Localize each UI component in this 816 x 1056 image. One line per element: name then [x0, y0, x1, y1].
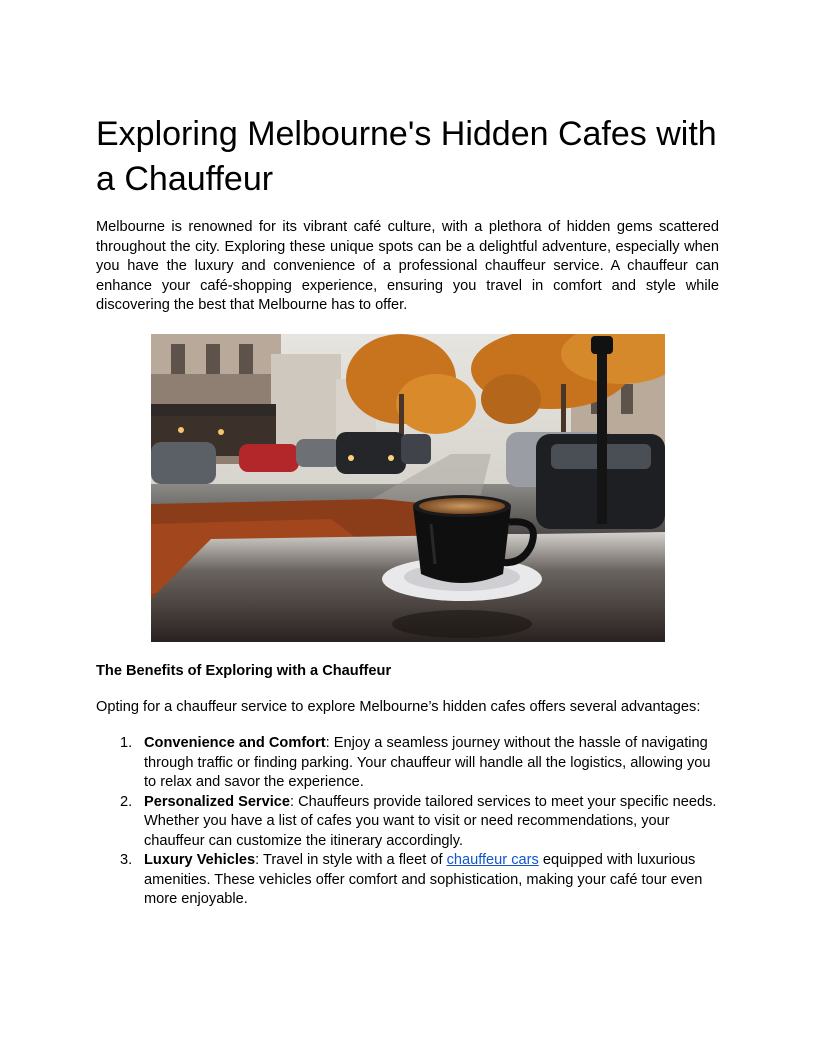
list-number: 1.	[120, 735, 133, 751]
benefit-title: Personalized Service	[144, 793, 291, 810]
list-item	[96, 734, 719, 793]
benefit-text-before: : Travel in style with a fleet of	[255, 852, 447, 868]
page-title: Exploring Melbourne's Hidden Cafes with a Chauffeur	[96, 115, 717, 198]
benefit-text: : Enjoy a seamless journey without the hassle of navigating through traffic or finding parking. Your chauffeur will handle all the logistics, allowing you to relax and savor the experience.	[144, 735, 711, 790]
list-item	[96, 793, 719, 852]
cafe-street-image	[151, 334, 665, 642]
benefit-text: : Chauffeurs provide tailored services to meet your specific needs. Whether you have a list of cafes you want to visit or need recommendations, your chauffeur can customize the itinerary accordingly.	[144, 793, 717, 849]
section-lead: Opting for a chauffeur service to explore Melbourne’s hidden cafes offers several advantages:	[96, 699, 701, 715]
benefit-title: Convenience and Comfort	[144, 735, 326, 751]
intro-paragraph: Melbourne is renowned for its vibrant café culture, with a plethora of hidden gems scattered throughout the city. Exploring these unique spots can be a delightful adventure, especially when you have the luxury and convenience of a professional chauffeur service. A chauffeur can enhance your café-shopping experience, ensuring you travel in comfort and style while discovering the best that Melbourne has to offer.	[96, 219, 719, 313]
chauffeur-cars-link[interactable]: chauffeur cars	[446, 852, 539, 868]
benefit-text-after: equipped with luxurious amenities. These vehicles offer comfort and sophistication, making your café tour even more enjoyable.	[144, 852, 703, 907]
list-number: 2.	[120, 793, 133, 810]
benefit-title: Luxury Vehicles	[144, 852, 256, 868]
list-item	[96, 851, 719, 910]
section-heading: The Benefits of Exploring with a Chauffeur	[96, 663, 392, 679]
benefits-list	[96, 734, 719, 910]
list-number: 3.	[120, 852, 133, 868]
